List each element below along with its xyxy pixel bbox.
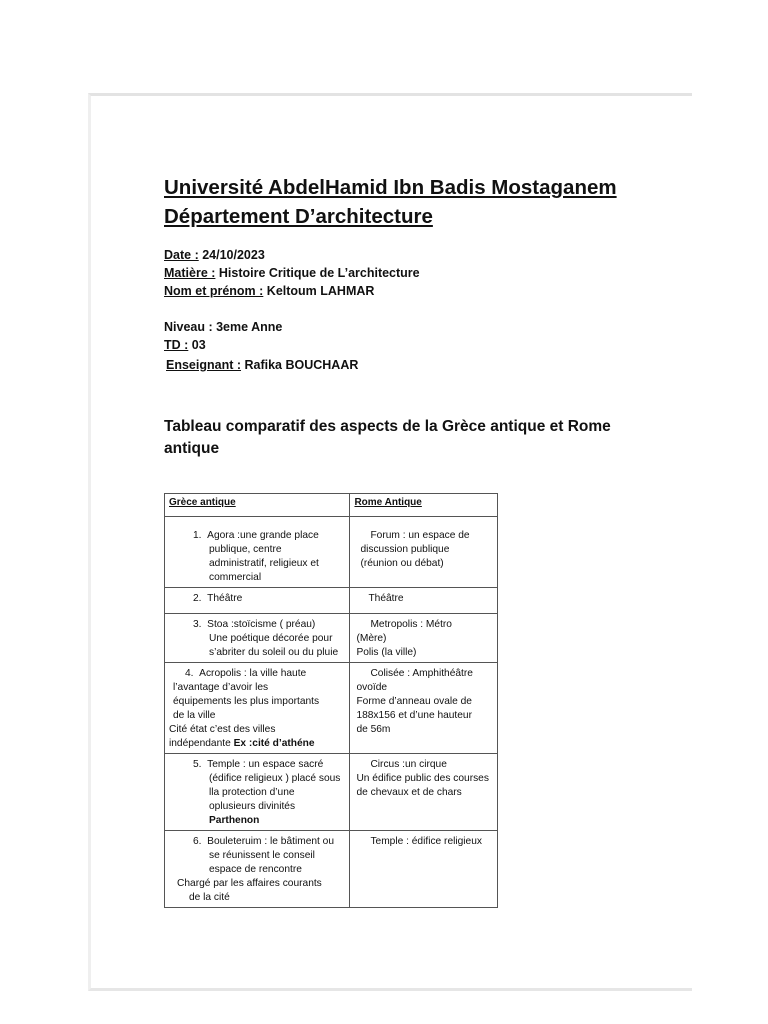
- table-row: [165, 754, 498, 831]
- rome-line: Metropolis : Métro: [370, 619, 452, 630]
- item-number: 1.: [193, 530, 208, 541]
- rome-line: Polis (la ville): [356, 647, 417, 658]
- rome-line: discussion publique: [360, 544, 450, 555]
- enseignant-value: Rafika BOUCHAAR: [241, 358, 359, 372]
- comparison-table: [164, 493, 498, 908]
- item-number: 2.: [193, 593, 208, 604]
- university-title: Université AbdelHamid Ibn Badis Mostaganem: [164, 176, 617, 199]
- item-text: Temple : un espace sacré: [207, 759, 324, 770]
- grece-line: espace de rencontre: [209, 864, 302, 875]
- item-text: Agora :une grande place: [207, 530, 319, 541]
- grece-line: équipements les plus importants: [173, 696, 320, 707]
- matiere-label: Matière :: [164, 266, 216, 280]
- grece-line: publique, centre: [209, 544, 282, 555]
- header-rome: Rome Antique: [350, 494, 498, 517]
- rome-line: Un édifice public des courses: [356, 773, 489, 784]
- grece-line: (édifice religieux ) placé sous: [209, 773, 341, 784]
- grece-line: Cité état c’est des villes: [169, 724, 276, 735]
- grece-line: [169, 835, 345, 849]
- rome-line: de 56m: [356, 724, 391, 735]
- rome-line: Circus :un cirque: [370, 759, 447, 770]
- item-text: Théâtre: [207, 593, 243, 604]
- grece-line: Chargé par les affaires courants: [177, 878, 322, 889]
- grece-line: de la cité: [189, 892, 230, 903]
- nom-label: Nom et prénom :: [164, 284, 264, 298]
- table-subtitle: Tableau comparatif des aspects de la Grèce antique et Rome antique: [164, 418, 611, 457]
- date-value: 24/10/2023: [198, 248, 265, 262]
- grece-line: s’abriter du soleil ou du pluie: [209, 647, 339, 658]
- matiere-value: Histoire Critique de L’architecture: [215, 266, 420, 280]
- nom-value: Keltoum LAHMAR: [263, 284, 375, 298]
- table-row: [165, 588, 498, 614]
- td-line: [164, 338, 206, 352]
- rome-line: Forum : un espace de: [370, 530, 470, 541]
- grece-line: [169, 592, 345, 606]
- table-row: [165, 831, 498, 908]
- rome-line: Théâtre: [368, 593, 404, 604]
- rome-cell: [350, 754, 498, 831]
- rome-line: Forme d’anneau ovale de: [356, 696, 472, 707]
- grece-cell: [165, 517, 350, 588]
- grece-line: de la ville: [173, 710, 216, 721]
- department-title: Département D’architecture: [164, 205, 433, 228]
- grece-line: [169, 667, 345, 681]
- rome-line: 188x156 et d’une hauteur: [356, 710, 472, 721]
- niveau-line: Niveau : 3eme Anne: [164, 320, 283, 334]
- enseignant-label: Enseignant :: [166, 358, 242, 372]
- rome-line: (Mère): [356, 633, 387, 644]
- grece-line: Une poétique décorée pour: [209, 633, 333, 644]
- rome-line: Colisée : Amphithéâtre: [370, 668, 473, 679]
- item-number: 5.: [193, 759, 208, 770]
- td-value: 03: [188, 338, 206, 352]
- grece-line: commercial: [209, 572, 262, 583]
- table-header-row: [165, 494, 498, 517]
- grece-line: administratif, religieux et: [209, 558, 319, 569]
- grece-line: lla protection d’une: [209, 787, 295, 798]
- date-label: Date :: [164, 248, 199, 262]
- td-label: TD :: [164, 338, 189, 352]
- grece-line: [169, 529, 345, 543]
- grece-cell: [165, 663, 350, 754]
- grece-line: [169, 618, 345, 632]
- item-text: Acropolis : la ville haute: [199, 668, 307, 679]
- grece-line: se réunissent le conseil: [209, 850, 315, 861]
- matiere-line: [164, 266, 420, 280]
- item-text: Bouleteruim : le bâtiment ou: [207, 836, 335, 847]
- rome-cell: [350, 614, 498, 663]
- nom-line: [164, 284, 374, 298]
- rome-cell: [350, 663, 498, 754]
- rome-cell: [350, 588, 498, 614]
- table-row: [165, 517, 498, 588]
- table-row: [165, 663, 498, 754]
- rome-line: (réunion ou débat): [360, 558, 444, 569]
- rome-cell: [350, 831, 498, 908]
- grece-line: indépendante Ex :cité d’athéne: [169, 738, 315, 749]
- rome-line: Temple : édifice religieux: [370, 836, 482, 847]
- item-number: 3.: [193, 619, 208, 630]
- date-line: [164, 248, 265, 262]
- grece-line: l’avantage d’avoir les: [173, 682, 269, 693]
- item-number: 6.: [193, 836, 208, 847]
- grece-cell: [165, 614, 350, 663]
- bold-example: Ex :cité d’athéne: [230, 738, 315, 749]
- bold-example: Parthenon: [209, 815, 260, 826]
- rome-cell: [350, 517, 498, 588]
- header-grece: Grèce antique: [165, 494, 350, 517]
- rome-line: de chevaux et de chars: [356, 787, 462, 798]
- grece-cell: [165, 831, 350, 908]
- enseignant-line: [166, 358, 358, 372]
- grece-cell: [165, 754, 350, 831]
- table-row: [165, 614, 498, 663]
- grece-line: oplusieurs divinités: [209, 801, 296, 812]
- rome-line: ovoïde: [356, 682, 388, 693]
- grece-cell: [165, 588, 350, 614]
- item-text: Stoa :stoïcisme ( préau): [207, 619, 316, 630]
- item-number: 4.: [185, 668, 200, 679]
- grece-line: [169, 758, 345, 772]
